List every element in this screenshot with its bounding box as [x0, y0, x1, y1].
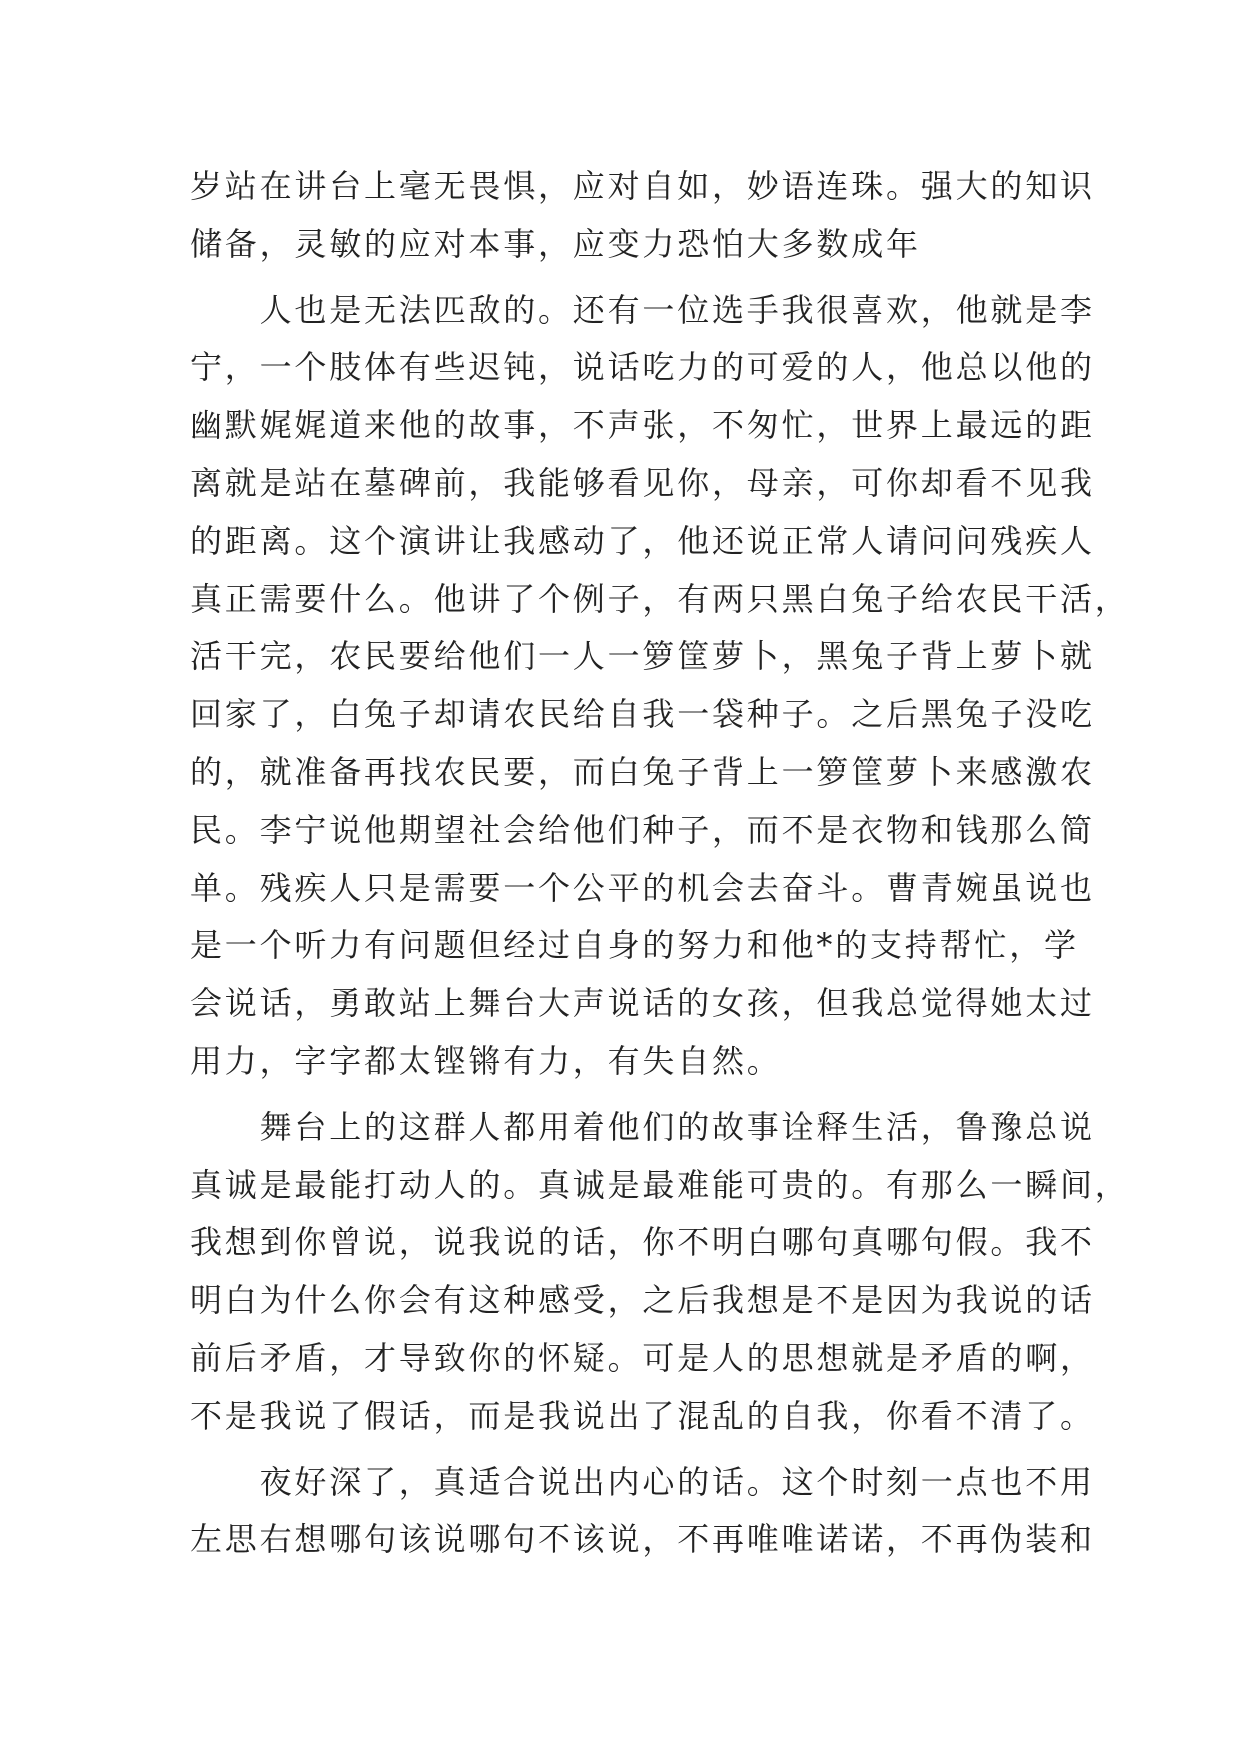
text-line: 前后矛盾，才导致你的怀疑。可是人的思想就是矛盾的啊，: [190, 1338, 1095, 1377]
text-line: 用力，字字都太铿锵有力，有失自然。: [190, 1041, 782, 1080]
text-line: 回家了，白兔子却请农民给自我一袋种子。之后黑兔子没吃: [190, 695, 1095, 734]
text-line: 真正需要什么。他讲了个例子，有两只黑白兔子给农民干活，: [190, 579, 1130, 618]
text-line: 宁，一个肢体有些迟钝，说话吃力的可爱的人，他总以他的: [190, 348, 1095, 387]
text-line: 储备，灵敏的应对本事，应变力恐怕大多数成年: [190, 224, 921, 263]
text-line: 岁站在讲台上毫无畏惧，应对自如，妙语连珠。强大的知识: [190, 167, 1095, 205]
text-line: 单。残疾人只是需要一个公平的机会去奋斗。曹青婉虽说也: [190, 868, 1095, 907]
text-line: 明白为什么你会有这种感受，之后我想是不是因为我说的话: [190, 1281, 1095, 1320]
text-line: 幽默娓娓道来他的故事，不声张，不匆忙，世界上最远的距: [190, 406, 1095, 445]
text-line: 是一个听力有问题但经过自身的努力和他*的支持帮忙，学: [190, 926, 1079, 965]
text-line: 夜好深了，真适合说出内心的话。这个时刻一点也不用: [190, 1462, 1095, 1501]
text-line: 的，就准备再找农民要，而白兔子背上一箩筐萝卜来感激农: [190, 752, 1095, 791]
body-text: [190, 158, 1130, 1569]
text-line: 离就是站在墓碑前，我能够看见你，母亲，可你却看不见我: [190, 463, 1095, 502]
text-line: 左思右想哪句该说哪句不该说，不再唯唯诺诺，不再伪装和: [190, 1520, 1095, 1559]
text-line: 民。李宁说他期望社会给他们种子，而不是衣物和钱那么简: [190, 810, 1095, 849]
text-line: 活干完，农民要给他们一人一箩筐萝卜，黑兔子背上萝卜就: [190, 637, 1095, 676]
text-line: 我想到你曾说，说我说的话，你不明白哪句真哪句假。我不: [190, 1223, 1095, 1262]
text-line: 真诚是最能打动人的。真诚是最难能可贵的。有那么一瞬间，: [190, 1165, 1130, 1204]
text-line: 人也是无法匹敌的。还有一位选手我很喜欢，他就是李: [190, 290, 1095, 329]
text-line: 不是我说了假话，而是我说出了混乱的自我，你看不清了。: [190, 1396, 1095, 1435]
text-line: 会说话，勇敢站上舞台大声说话的女孩，但我总觉得她太过: [190, 984, 1095, 1023]
text-line: 的距离。这个演讲让我感动了，他还说正常人请问问残疾人: [190, 521, 1095, 560]
text-line: 舞台上的这群人都用着他们的故事诠释生活，鲁豫总说: [190, 1107, 1095, 1146]
